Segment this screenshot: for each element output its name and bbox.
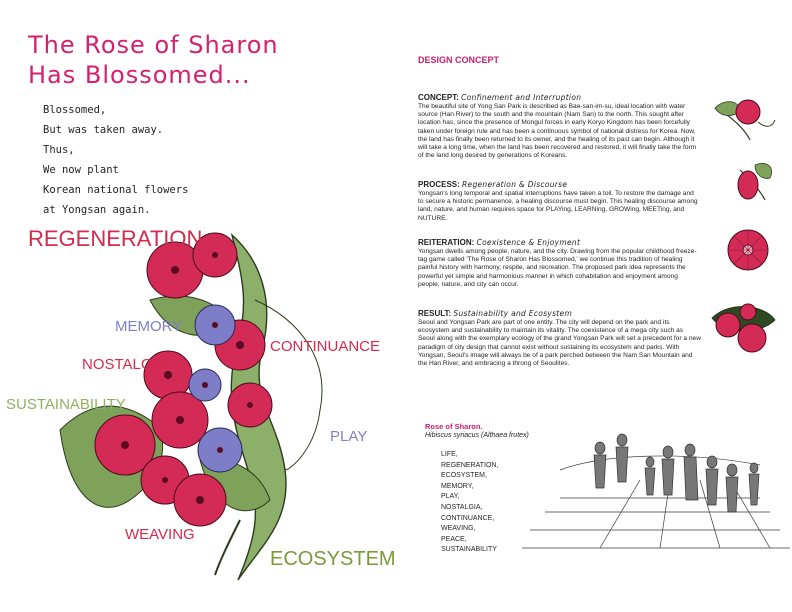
section-body: Seoul and Yongsan Park are part of one entity. The city will depend on the park and its ecosystem and sustainability to maintain its vitality. The coexistence of a mega city such as Seoul along with the exemplary ecology of the grand Yongsan Park will set a precedent for a new paradigm of city design that cannot exist without sustaining its ecosystem and parks. With Yongsan, Seoul's image will always be of a park perched between the Nam San Mountain and the Han River, and embracing a throng of Seoulites.: [418, 319, 701, 368]
plaza-grid: [522, 456, 790, 548]
section-subtitle: Confinement and Interruption: [461, 93, 582, 102]
title-line-2: Has Blossomed...: [28, 61, 251, 89]
section-subtitle: Coexistence & Enjoyment: [476, 238, 581, 247]
section-subtitle: Sustainability and Ecosystem: [453, 309, 573, 318]
title-line-1: The Rose of Sharon: [28, 31, 279, 59]
word-nostalgia: NOSTALGIA: [82, 356, 167, 373]
word-play: PLAY: [330, 428, 368, 445]
poem-line: at Yongsan again.: [43, 204, 151, 216]
design-concept-heading: DESIGN CONCEPT: [418, 55, 500, 65]
rose-scientific-name: Hibiscus syriacus (Althaea frutex): [425, 432, 529, 439]
poem-line: Thus,: [43, 144, 75, 156]
keyword-item: REGENERATION,: [441, 461, 499, 469]
section-label: REITERATION:: [418, 238, 475, 247]
poem-line: But was taken away.: [43, 124, 164, 136]
keyword-item: NOSTALGIA,: [441, 503, 483, 511]
keyword-item: CONTINUANCE,: [441, 514, 495, 522]
word-memory: MEMORY: [115, 318, 183, 335]
keyword-item: PLAY,: [441, 493, 460, 501]
section-subtitle: Regeneration & Discourse: [462, 180, 568, 189]
children-figures: [594, 434, 759, 512]
poem-line: Korean national flowers: [43, 184, 189, 196]
section-label: RESULT:: [418, 309, 452, 318]
word-continuance: CONTINUANCE: [270, 338, 381, 355]
word-regeneration: REGENERATION: [28, 226, 203, 251]
word-ecosystem: ECOSYSTEM: [270, 548, 396, 570]
section-body: The beautiful site of Yong San Park is described as Bae-san-im-su, ideal location with water source (Han River) to the south and the mountain (Nam San) to the north. This sought after location has, since the presence of Mongul forces in early Koryo Kingdom has been forcefully taken under foreign rule and has been a continuous symbol of national distress for Korea. Now, the land has finally been returned to its owner, and the healing of its past can begin. Although it will take a long time, when the land has been recovered and restored, it will finally take the form of the land long desired by generations of Koreans.: [418, 103, 697, 160]
section-body: Yongsan's long temporal and spatial interruptions have taken a toil. To restore the damage and to secure a historic permanence, a healing discourse must begin. This healing discourse among land, nature, and human requires space for PLAYing, LEARNing, GROWing, MEETing, and NUTURE.: [418, 190, 698, 222]
word-sustainability: SUSTAINABILITY: [6, 396, 126, 413]
rose-name: Rose of Sharon.: [425, 422, 483, 431]
keyword-item: ECOSYSTEM,: [441, 472, 487, 480]
keyword-item: MEMORY,: [441, 482, 474, 490]
word-weaving: WEAVING: [125, 526, 195, 543]
keyword-item: LIFE,: [441, 451, 458, 458]
poem-line: Blossomed,: [43, 104, 107, 116]
section-label: PROCESS:: [418, 180, 460, 189]
section-label: CONCEPT:: [418, 93, 459, 102]
keyword-item: WEAVING,: [441, 525, 476, 533]
keyword-item: PEACE,: [441, 535, 467, 543]
keyword-item: SUSTAINABILITY: [441, 546, 497, 554]
section-body: Yongsan dwells among people, nature, and the city. Drawing from the popular childhood freeze-tag game called 'The Rose of Sharon Has Blossomed,' we continue this tradition of healing painful history with harmony, respite, and recreation. The proposed park idea represents the powerful yet simple and harmonious manner in which cohabitation and enjoyment among people, nature, and city can occur.: [418, 248, 697, 288]
poem-line: We now plant: [43, 164, 119, 176]
